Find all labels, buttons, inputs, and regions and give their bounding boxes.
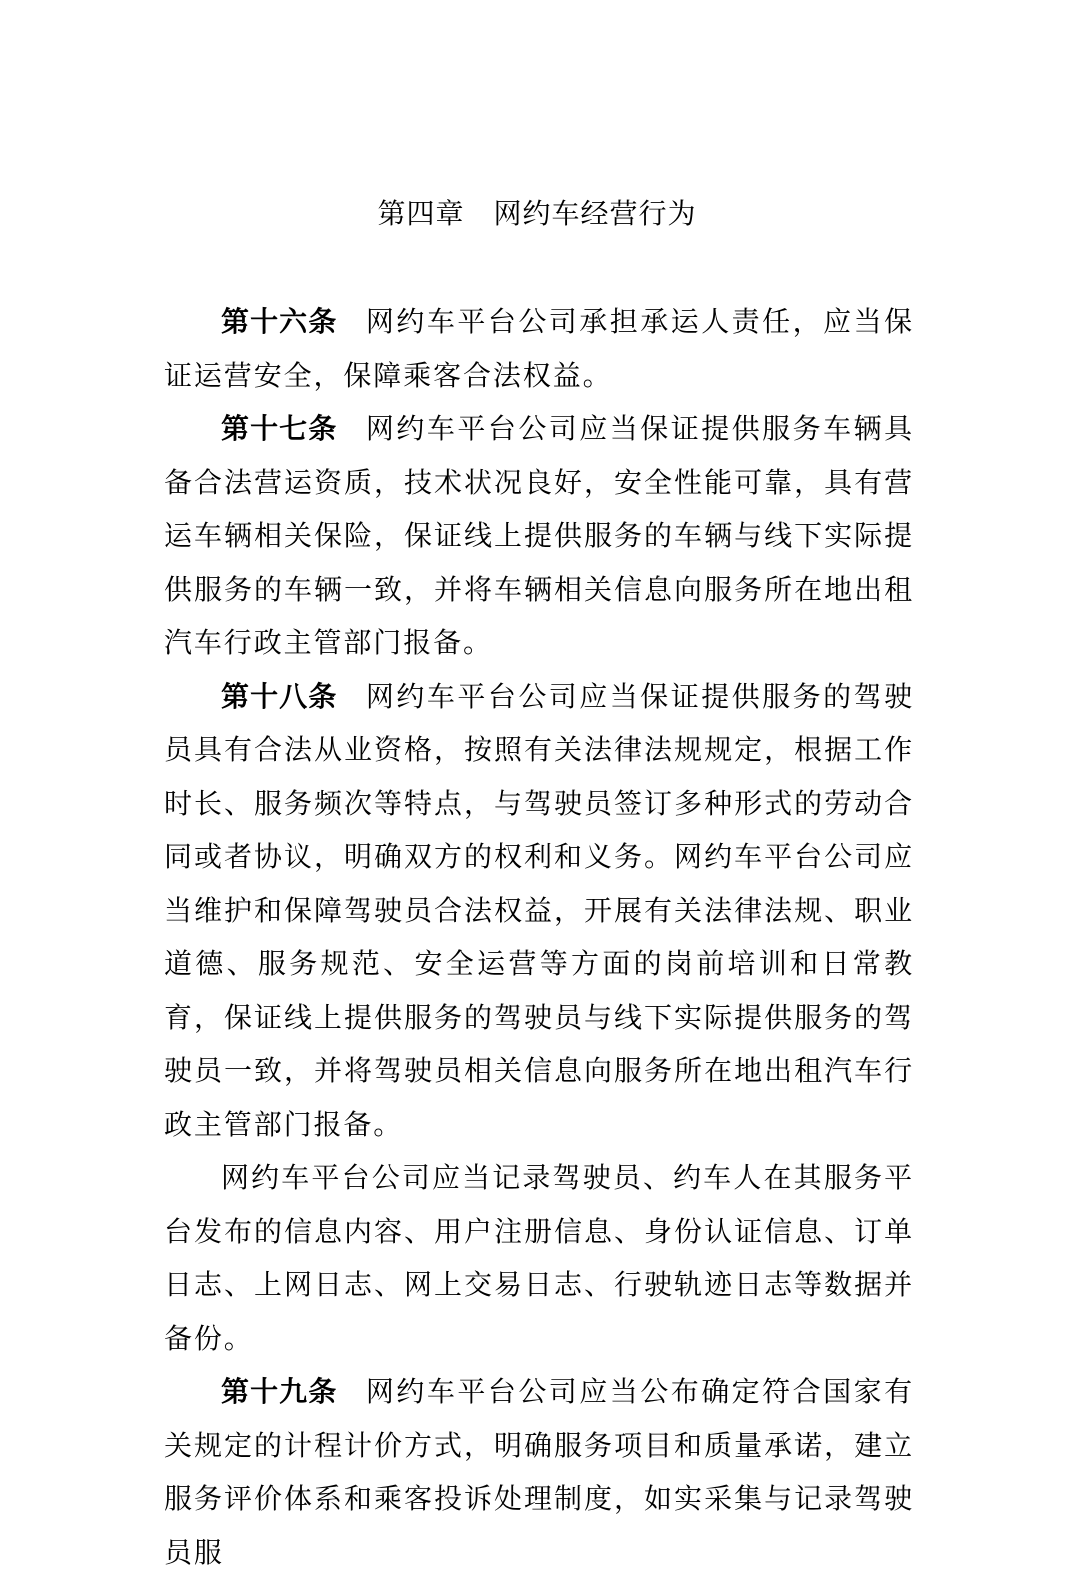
article-label: 第十七条	[221, 412, 338, 445]
article-17	[164, 402, 914, 670]
article-18-paragraph-2	[164, 1151, 914, 1365]
document-body	[164, 295, 914, 1579]
article-text: 网约车平台公司应当公布确定符合国家有关规定的计程计价方式，明确服务项目和质量承诺，建立服务评价体系和乘客投诉处理制度，如实采集与记录驾驶员服	[164, 1375, 914, 1569]
article-18	[164, 670, 914, 1152]
article-label: 第十六条	[221, 305, 338, 338]
article-19	[164, 1365, 914, 1579]
chapter-title: 第四章 网约车经营行为	[377, 197, 697, 230]
article-text: 网约车平台公司应当保证提供服务的驾驶员具有合法从业资格，按照有关法律法规规定，根据工作时长、服务频次等特点，与驾驶员签订多种形式的劳动合同或者协议，明确双方的权利和义务。网约车平台公司应当维护和保障驾驶员合法权益，开展有关法律法规、职业道德、服务规范、安全运营等方面的岗前培训和日常教育，保证线上提供服务的驾驶员与线下实际提供服务的驾驶员一致，并将驾驶员相关信息向服务所在地出租汽车行政主管部门报备。	[164, 679, 914, 1141]
article-text: 网约车平台公司承担承运人责任，应当保证运营安全，保障乘客合法权益。	[164, 305, 914, 392]
article-16	[164, 295, 914, 402]
article-label: 第十九条	[221, 1375, 338, 1408]
article-text: 网约车平台公司应当保证提供服务车辆具备合法营运资质，技术状况良好，安全性能可靠，具有营运车辆相关保险，保证线上提供服务的车辆与线下实际提供服务的车辆一致，并将车辆相关信息向服务所在地出租汽车行政主管部门报备。	[164, 412, 914, 659]
paragraph-text: 网约车平台公司应当记录驾驶员、约车人在其服务平台发布的信息内容、用户注册信息、身份认证信息、订单日志、上网日志、网上交易日志、行驶轨迹日志等数据并备份。	[164, 1161, 914, 1355]
article-label: 第十八条	[221, 679, 338, 713]
